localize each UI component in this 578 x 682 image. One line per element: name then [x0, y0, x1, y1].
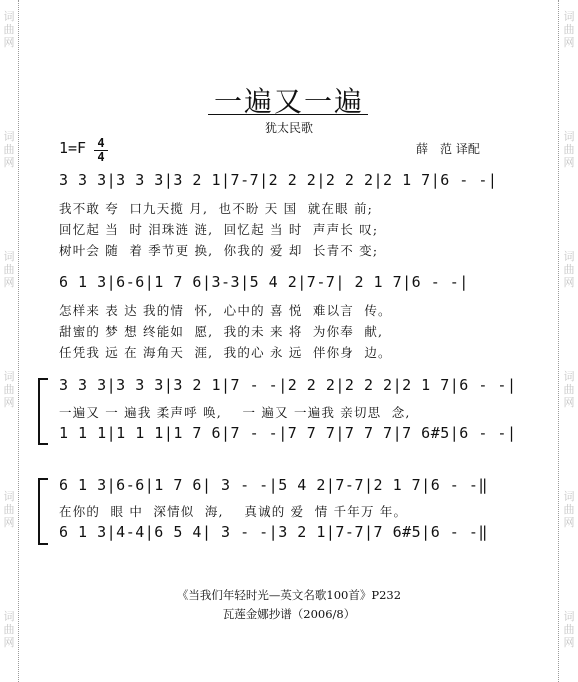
lyric-line-2-verse-3: 任凭我 远 在 海角天 涯, 我的心 永 远 伴你身 边。 — [59, 345, 392, 360]
watermark: 词曲网 — [563, 130, 575, 169]
melody-line-1: 3 3 3|3 3 3|3 2 1|7-7|2 2 2|2 2 2|2 1 7|6 - -| — [59, 171, 498, 189]
lyric-line-1-verse-1: 我不敢 夸 口九天揽 月, 也不盼 天 国 就在眼 前; — [59, 201, 374, 216]
arranger-credit: 薛 范 译配 — [416, 142, 480, 156]
watermark: 词曲网 — [563, 370, 575, 409]
melody-line-3-upper: 3 3 3|3 3 3|3 2 1|7 - -|2 2 2|2 2 2|2 1 7|6 - -| — [59, 376, 517, 394]
lyric-line-2-verse-2: 甜蜜的 梦 想 终能如 愿, 我的未 来 将 为你奉 献, — [59, 324, 384, 339]
watermark: 词曲网 — [563, 250, 575, 289]
watermark: 词曲网 — [3, 370, 15, 409]
melody-line-2: 6 1 3|6-6|1 7 6|3-3|5 4 2|7-7| 2 1 7|6 - -| — [59, 273, 469, 291]
source-citation: 《当我们年轻时光—英文名歌100首》P232 — [176, 588, 402, 602]
melody-line-4-lower: 6 1 3|4-4|6 5 4| 3 - -|3 2 1|7-7|7 6#5|6 - -‖ — [59, 523, 488, 541]
watermark: 词曲网 — [3, 130, 15, 169]
lyric-line-4: 在你的 眼 中 深情似 海, 真诚的 爱 情 千年万 年。 — [59, 504, 408, 519]
watermark: 词曲网 — [3, 250, 15, 289]
lyric-line-2-verse-1: 怎样来 表 达 我的情 怀, 心中的 喜 悦 难以言 传。 — [59, 303, 392, 318]
song-title: 一遍又一遍 — [213, 85, 364, 118]
watermark: 词曲网 — [3, 10, 15, 49]
title-underline — [208, 114, 368, 115]
watermark: 词曲网 — [3, 610, 15, 649]
transcriber-credit: 瓦莲金娜抄谱（2006/8） — [222, 607, 356, 621]
melody-line-3-lower: 1 1 1|1 1 1|1 7 6|7 - -|7 7 7|7 7 7|7 6#5|6 - -| — [59, 424, 517, 442]
song-origin: 犹太民歌 — [264, 121, 313, 135]
part-bracket — [38, 478, 40, 545]
watermark: 词曲网 — [563, 490, 575, 529]
part-bracket — [38, 378, 40, 445]
watermark: 词曲网 — [563, 610, 575, 649]
lyric-line-1-verse-3: 树叶会 随 着 季节更 换, 你我的 爱 却 长青不 变; — [59, 243, 379, 258]
time-signature-bottom: 4 — [94, 150, 108, 163]
lyric-line-3: 一遍又 一 遍我 柔声呼 唤, 一 遍又 一遍我 亲切思 念, — [59, 405, 411, 420]
watermark: 词曲网 — [3, 490, 15, 529]
key-signature: 1=F — [59, 139, 87, 157]
time-signature-top: 4 — [97, 136, 105, 150]
watermark: 词曲网 — [563, 10, 575, 49]
lyric-line-1-verse-2: 回忆起 当 时 泪珠涟 涟, 回忆起 当 时 声声长 叹; — [59, 222, 379, 237]
melody-line-4-upper: 6 1 3|6-6|1 7 6| 3 - -|5 4 2|7-7|2 1 7|6 - -‖ — [59, 476, 488, 494]
